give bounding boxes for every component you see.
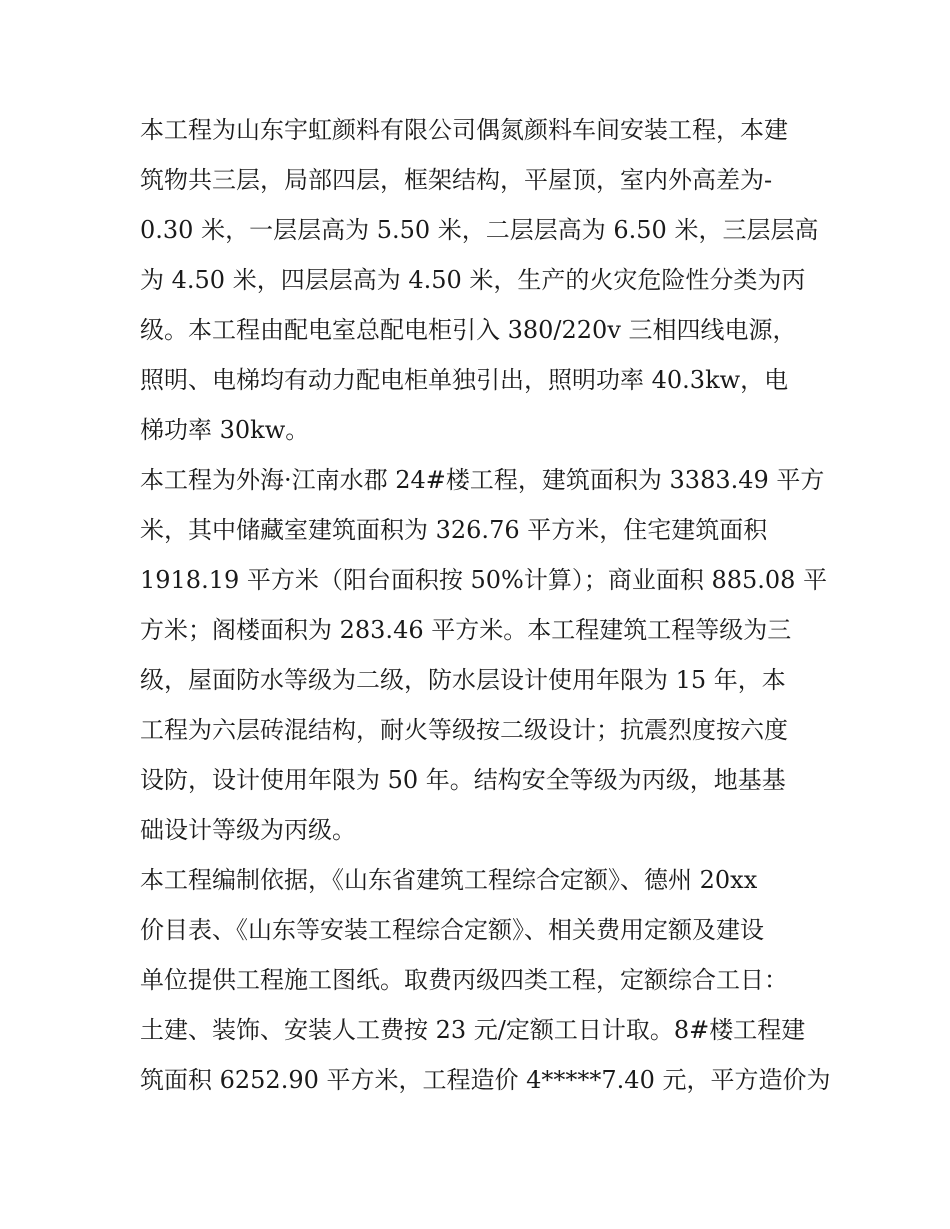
paragraph-compilation-basis [140,855,831,1105]
text-line: 级。本工程由配电室总配电柜引入 380/220v 三相四线电源， [140,316,797,344]
text-line: 本工程编制依据，《山东省建筑工程综合定额》、德州 20xx [140,866,758,894]
paragraph-project-yuhong [140,105,819,455]
document-body [140,105,831,1105]
text-line: 本工程为山东宇虹颜料有限公司偶氮颜料车间安装工程，本建 [140,116,788,144]
text-line: 级，屋面防水等级为二级，防水层设计使用年限为 15 年，本 [140,666,786,694]
text-line: 筑物共三层，局部四层，框架结构，平屋顶，室内外高差为- [140,166,773,194]
text-line: 梯功率 30kw。 [140,416,310,444]
text-line: 本工程为外海·江南水郡 24#楼工程，建筑面积为 3383.49 平方 [140,466,825,494]
text-line: 础设计等级为丙级。 [140,816,356,844]
text-line: 米，其中储藏室建筑面积为 326.76 平方米，住宅建筑面积 [140,516,768,544]
text-line: 0.30 米，一层层高为 5.50 米，二层层高为 6.50 米，三层层高 [140,216,819,244]
text-line: 筑面积 6252.90 平方米，工程造价 4*****7.40 元，平方造价为 [140,1066,831,1094]
text-line: 为 4.50 米，四层层高为 4.50 米，生产的火灾危险性分类为丙 [140,266,806,294]
text-line: 方米；阁楼面积为 283.46 平方米。本工程建筑工程等级为三 [140,616,792,644]
text-line: 土建、装饰、安装人工费按 23 元/定额工日计取。8#楼工程建 [140,1016,806,1044]
paragraph-project-jiangnan [140,455,828,855]
text-line: 设防，设计使用年限为 50 年。结构安全等级为丙级，地基基 [140,766,786,794]
text-line: 价目表、《山东等安装工程综合定额》、相关费用定额及建设 [140,916,764,944]
text-line: 工程为六层砖混结构，耐火等级按二级设计；抗震烈度按六度 [140,716,788,744]
text-line: 单位提供工程施工图纸。取费丙级四类工程，定额综合工日： [140,966,788,994]
text-line: 1918.19 平方米（阳台面积按 50%计算）；商业面积 885.08 平 [140,566,828,594]
text-line: 照明、电梯均有动力配电柜单独引出，照明功率 40.3kw，电 [140,366,789,394]
